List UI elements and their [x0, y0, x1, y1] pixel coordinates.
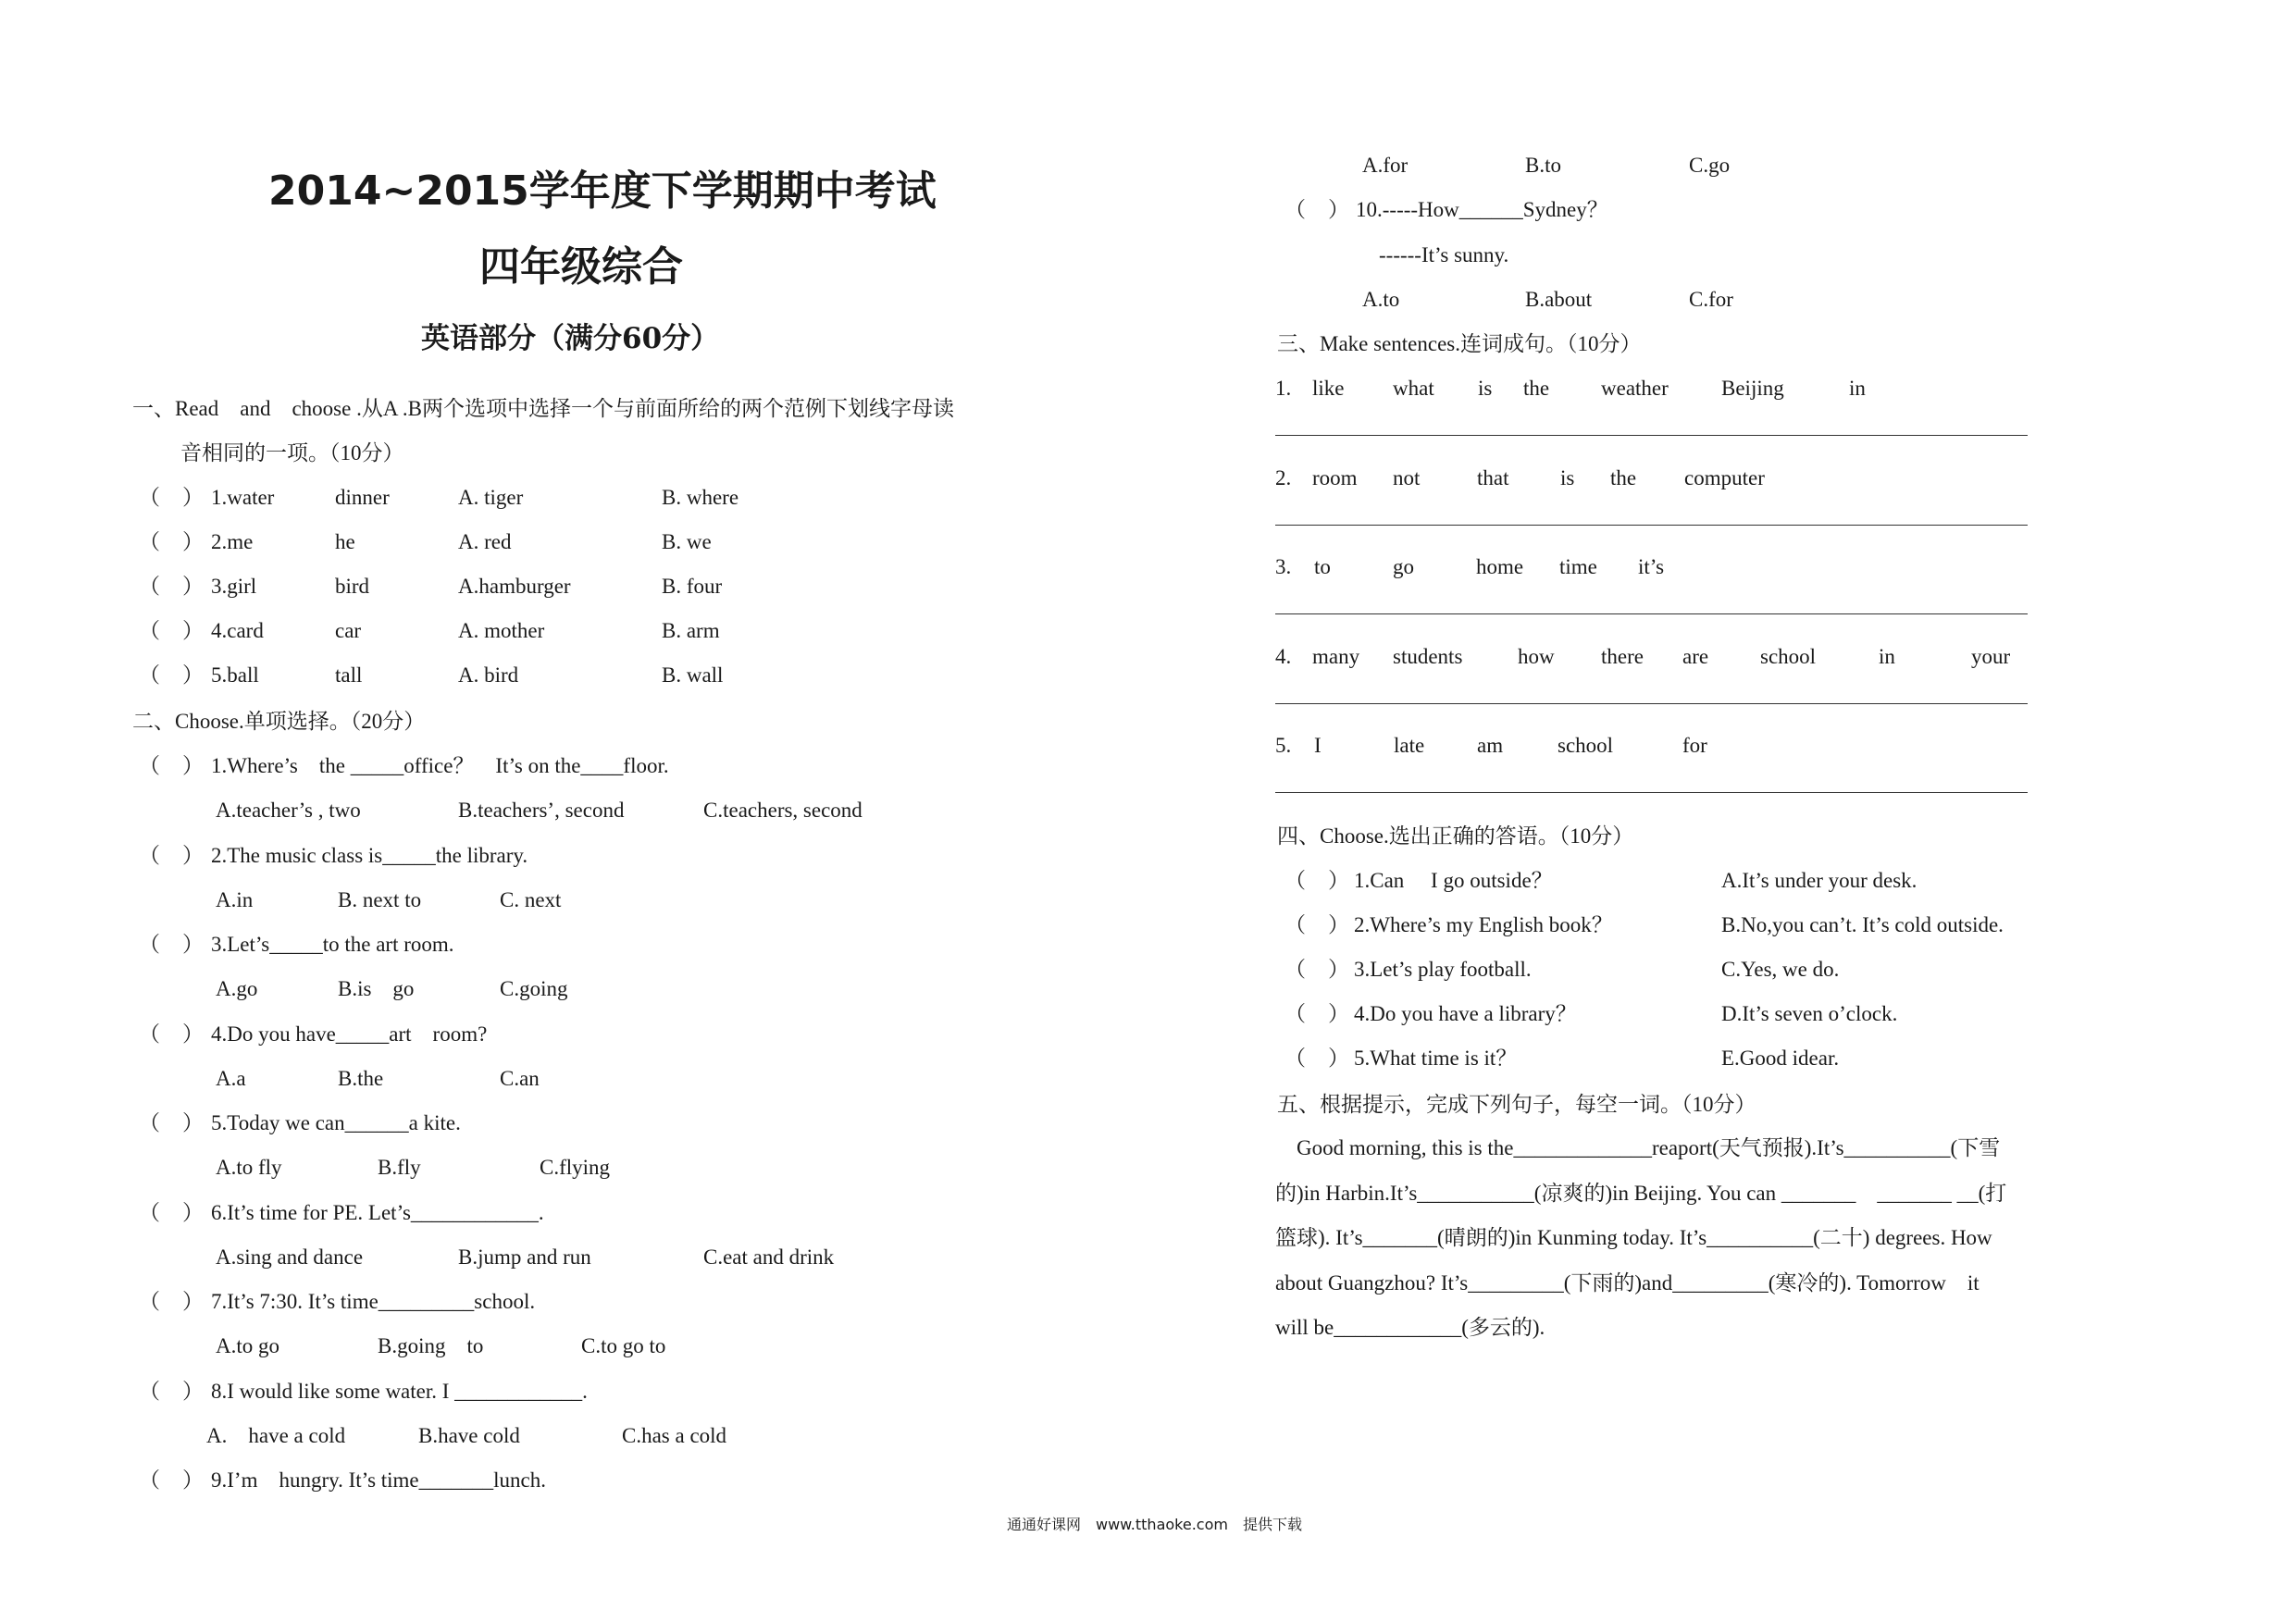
option-a: A.to fly	[216, 1156, 282, 1179]
bracket-open: （	[1285, 913, 1306, 936]
option-b: B. wall	[662, 663, 724, 687]
scrambled-word: I	[1314, 734, 1322, 757]
question-text: 7.It’s 7:30. It’s time_________school.	[211, 1290, 536, 1313]
option-a: A.in	[216, 888, 254, 911]
scrambled-word: in	[1879, 645, 1895, 668]
bracket-open: （	[139, 1380, 160, 1403]
option-b: B.jump and run	[458, 1245, 591, 1269]
answer-bracket[interactable]	[139, 663, 204, 688]
question-text: 6.It’s time for PE. Let’s____________.	[211, 1201, 544, 1224]
answer-bracket[interactable]	[139, 485, 204, 511]
answer-line[interactable]	[1275, 792, 2028, 793]
bracket-open: （	[139, 1468, 160, 1492]
answer-option: B.No,you can’t. It’s cold outside.	[1721, 913, 2004, 936]
item-word1: 2.me	[211, 530, 254, 553]
question-text: 1.Where’s the _____office？ It’s on the____floor.	[211, 754, 669, 777]
option-c: C.teachers, second	[703, 799, 863, 822]
scrambled-word: in	[1849, 377, 1866, 400]
sentence-number: 4.	[1275, 645, 1292, 668]
exam-subtitle-grade: 四年级综合	[479, 243, 683, 291]
question-text: 1.Can I go outside？	[1354, 869, 1553, 892]
bracket-close: ）	[182, 486, 204, 509]
scrambled-word: it’s	[1638, 555, 1665, 578]
option-a: A. bird	[458, 663, 519, 687]
option-c: C.an	[500, 1067, 540, 1090]
option-c: C.eat and drink	[703, 1245, 835, 1269]
bracket-close: ）	[182, 1290, 204, 1313]
answer-line[interactable]	[1275, 435, 2028, 436]
bracket-open: （	[139, 1201, 160, 1224]
fill-in-paragraph-line: 篮球). It’s_______(晴朗的)in Kunming today. It’s__________(二十) degrees. How	[1275, 1226, 1992, 1249]
scrambled-word: what	[1393, 377, 1434, 400]
bracket-open: （	[139, 933, 160, 956]
bracket-close: ）	[1328, 1047, 1349, 1070]
question-text: 2.The music class is_____the library.	[211, 844, 528, 867]
exam-subtitle-english: 英语部分（满分60分）	[421, 322, 720, 355]
scrambled-word: there	[1601, 645, 1644, 668]
answer-bracket[interactable]	[139, 529, 204, 555]
bracket-close: ）	[182, 619, 204, 642]
scrambled-word: time	[1559, 555, 1597, 578]
scrambled-word: school	[1558, 734, 1614, 757]
answer-option: D.It’s seven o’clock.	[1721, 1002, 1898, 1025]
option-b: B.is go	[338, 977, 415, 1000]
bracket-open: （	[1285, 958, 1306, 981]
scrambled-word: students	[1393, 645, 1463, 668]
bracket-close: ）	[182, 1380, 204, 1403]
bracket-open: （	[139, 844, 160, 867]
fill-in-paragraph-line: will be____________(多云的).	[1275, 1316, 1545, 1339]
fill-in-paragraph-line: about Guangzhou? It’s_________(下雨的)and_________(寒冷的). Tomorrow it	[1275, 1271, 1980, 1295]
answer-bracket[interactable]	[139, 1289, 204, 1315]
scrambled-word: is	[1560, 466, 1575, 489]
question-text: 8.I would like some water. I ____________.	[211, 1380, 588, 1403]
option-c: C.go	[1689, 154, 1731, 177]
fill-in-paragraph-line: Good morning, this is the_____________reaport(天气预报).It’s__________(下雪	[1275, 1136, 2001, 1159]
option-c: C.has a cold	[622, 1424, 727, 1447]
option-a: A.to go	[216, 1334, 279, 1357]
bracket-open: （	[139, 1290, 160, 1313]
answer-option: E.Good idear.	[1721, 1047, 1840, 1070]
item-word2: tall	[335, 663, 363, 687]
scrambled-word: for	[1682, 734, 1707, 757]
scrambled-word: computer	[1684, 466, 1765, 489]
question-text: 4.Do you have_____art room?	[211, 1022, 488, 1046]
bracket-close: ）	[182, 1201, 204, 1224]
scrambled-word: late	[1394, 734, 1425, 757]
bracket-open: （	[139, 619, 160, 642]
answer-bracket[interactable]	[139, 843, 204, 869]
option-b: B.going to	[378, 1334, 484, 1357]
scrambled-word: school	[1760, 645, 1817, 668]
bracket-close: ）	[182, 1111, 204, 1134]
bracket-close: ）	[182, 575, 204, 598]
scrambled-word: the	[1610, 466, 1637, 489]
sentence-number: 1.	[1275, 377, 1292, 400]
bracket-open: （	[139, 1111, 160, 1134]
item-word1: 4.card	[211, 619, 264, 642]
answer-option: A.It’s under your desk.	[1721, 869, 1917, 892]
option-b: B. next to	[338, 888, 422, 911]
answer-line[interactable]	[1275, 525, 2028, 526]
option-a: A.sing and dance	[216, 1245, 364, 1269]
answer-bracket[interactable]	[139, 1379, 204, 1405]
option-c: C.for	[1689, 288, 1733, 311]
scrambled-word: many	[1312, 645, 1360, 668]
bracket-close: ）	[182, 1022, 204, 1046]
question-text: 5.Today we can______a kite.	[211, 1111, 461, 1134]
sentence-number: 2.	[1275, 466, 1292, 489]
option-b: B.have cold	[418, 1424, 520, 1447]
option-b: B. arm	[662, 619, 720, 642]
item-word2: car	[335, 619, 362, 642]
answer-bracket[interactable]	[139, 753, 204, 779]
bracket-close: ）	[182, 933, 204, 956]
bracket-close: ）	[182, 1468, 204, 1492]
option-c: C.going	[500, 977, 568, 1000]
question-text: 5.What time is it？	[1354, 1047, 1518, 1070]
option-b: B.about	[1525, 288, 1593, 311]
footer-source: 通通好课网 www.tthaoke.com 提供下载	[1007, 1516, 1302, 1533]
scrambled-word: is	[1478, 377, 1493, 400]
bracket-open: （	[1285, 1047, 1306, 1070]
bracket-close: ）	[182, 754, 204, 777]
question-text: 10.-----How______Sydney？	[1356, 198, 1608, 221]
bracket-close: ）	[1328, 1002, 1349, 1025]
item-word1: 5.ball	[211, 663, 259, 687]
fill-in-paragraph-line: 的)in Harbin.It’s___________(凉爽的)in Beijing. You can _______ _______ __(打	[1275, 1182, 2007, 1205]
answer-line[interactable]	[1275, 613, 2028, 614]
answer-bracket[interactable]	[139, 1110, 204, 1136]
scrambled-word: to	[1314, 555, 1331, 578]
answer-bracket[interactable]	[1285, 1001, 1349, 1027]
scrambled-word: Beijing	[1721, 377, 1784, 400]
bracket-open: （	[139, 575, 160, 598]
bracket-open: （	[139, 530, 160, 553]
section1-heading-cont: 音相同的一项。（10分）	[180, 441, 404, 465]
answer-bracket[interactable]	[139, 574, 204, 600]
option-b: B. we	[662, 530, 712, 553]
option-b: B.the	[338, 1067, 384, 1090]
answer-bracket[interactable]	[139, 1468, 204, 1493]
answer-bracket[interactable]	[1285, 957, 1349, 983]
scrambled-word: how	[1518, 645, 1555, 668]
answer-bracket[interactable]	[1285, 868, 1349, 894]
scrambled-word: that	[1477, 466, 1509, 489]
question-text: 9.I’m hungry. It’s time_______lunch.	[211, 1468, 546, 1492]
item-word1: 1.water	[211, 486, 275, 509]
bracket-close: ）	[1328, 869, 1349, 892]
question-text: 3.Let’s_____to the art room.	[211, 933, 454, 956]
answer-bracket[interactable]	[139, 1200, 204, 1226]
item-word2: he	[335, 530, 355, 553]
answer-bracket[interactable]	[1285, 1046, 1349, 1072]
exam-title: 2014~2015学年度下学期期中考试	[268, 167, 937, 215]
answer-line[interactable]	[1275, 703, 2028, 704]
option-a: A.teacher’s , two	[216, 799, 361, 822]
question-text: 4.Do you have a library？	[1354, 1002, 1577, 1025]
sentence-number: 5.	[1275, 734, 1292, 757]
section1-heading: 一、Read and choose .从A .B两个选项中选择一个与前面所给的两个范例下划线字母读	[132, 397, 955, 420]
bracket-open: （	[139, 754, 160, 777]
bracket-close: ）	[1328, 198, 1349, 221]
option-a: A.for	[1362, 154, 1409, 177]
bracket-close: ）	[182, 844, 204, 867]
question-text: 3.Let’s play football.	[1354, 958, 1532, 981]
scrambled-word: your	[1971, 645, 2011, 668]
option-b: B.fly	[378, 1156, 421, 1179]
option-a: A. tiger	[458, 486, 524, 509]
scrambled-word: not	[1393, 466, 1421, 489]
answer-bracket[interactable]	[139, 1022, 204, 1047]
item-word1: 3.girl	[211, 575, 257, 598]
option-b: B.to	[1525, 154, 1561, 177]
scrambled-word: weather	[1601, 377, 1669, 400]
option-b: B.teachers’, second	[458, 799, 625, 822]
bracket-close: ）	[182, 530, 204, 553]
bracket-open: （	[1285, 869, 1306, 892]
question-text: 2.Where’s my English book？	[1354, 913, 1613, 936]
option-c: C.to go to	[581, 1334, 666, 1357]
option-c: C. next	[500, 888, 562, 911]
option-a: A.go	[216, 977, 258, 1000]
option-a: A.to	[1362, 288, 1400, 311]
item-word2: bird	[335, 575, 370, 598]
section3-heading: 三、Make sentences.连词成句。（10分）	[1277, 332, 1642, 355]
answer-bracket[interactable]	[1285, 197, 1349, 223]
bracket-open: （	[1285, 1002, 1306, 1025]
bracket-open: （	[1285, 198, 1306, 221]
answer-bracket[interactable]	[139, 618, 204, 644]
scrambled-word: the	[1523, 377, 1550, 400]
question-reply: ------It’s sunny.	[1379, 243, 1509, 266]
option-a: A. red	[458, 530, 512, 553]
answer-bracket[interactable]	[1285, 912, 1349, 938]
option-a: A.hamburger	[458, 575, 571, 598]
sentence-number: 3.	[1275, 555, 1292, 578]
section2-heading: 二、Choose.单项选择。（20分）	[132, 710, 426, 733]
scrambled-word: like	[1312, 377, 1345, 400]
scrambled-word: home	[1476, 555, 1524, 578]
scrambled-word: are	[1682, 645, 1709, 668]
option-c: C.flying	[540, 1156, 611, 1179]
option-b: B. four	[662, 575, 723, 598]
item-word2: dinner	[335, 486, 390, 509]
scrambled-word: room	[1312, 466, 1358, 489]
bracket-close: ）	[1328, 958, 1349, 981]
bracket-open: （	[139, 663, 160, 687]
option-a: A. have a cold	[206, 1424, 346, 1447]
option-b: B. where	[662, 486, 739, 509]
section4-heading: 四、Choose.选出正确的答语。（10分）	[1277, 824, 1634, 848]
bracket-close: ）	[182, 663, 204, 687]
answer-option: C.Yes, we do.	[1721, 958, 1840, 981]
bracket-open: （	[139, 1022, 160, 1046]
section5-heading: 五、根据提示，完成下列句子，每空一词。（10分）	[1277, 1093, 1756, 1116]
bracket-open: （	[139, 486, 160, 509]
scrambled-word: go	[1393, 555, 1414, 578]
scrambled-word: am	[1477, 734, 1504, 757]
option-a: A.a	[216, 1067, 246, 1090]
option-a: A. mother	[458, 619, 545, 642]
bracket-close: ）	[1328, 913, 1349, 936]
answer-bracket[interactable]	[139, 932, 204, 958]
